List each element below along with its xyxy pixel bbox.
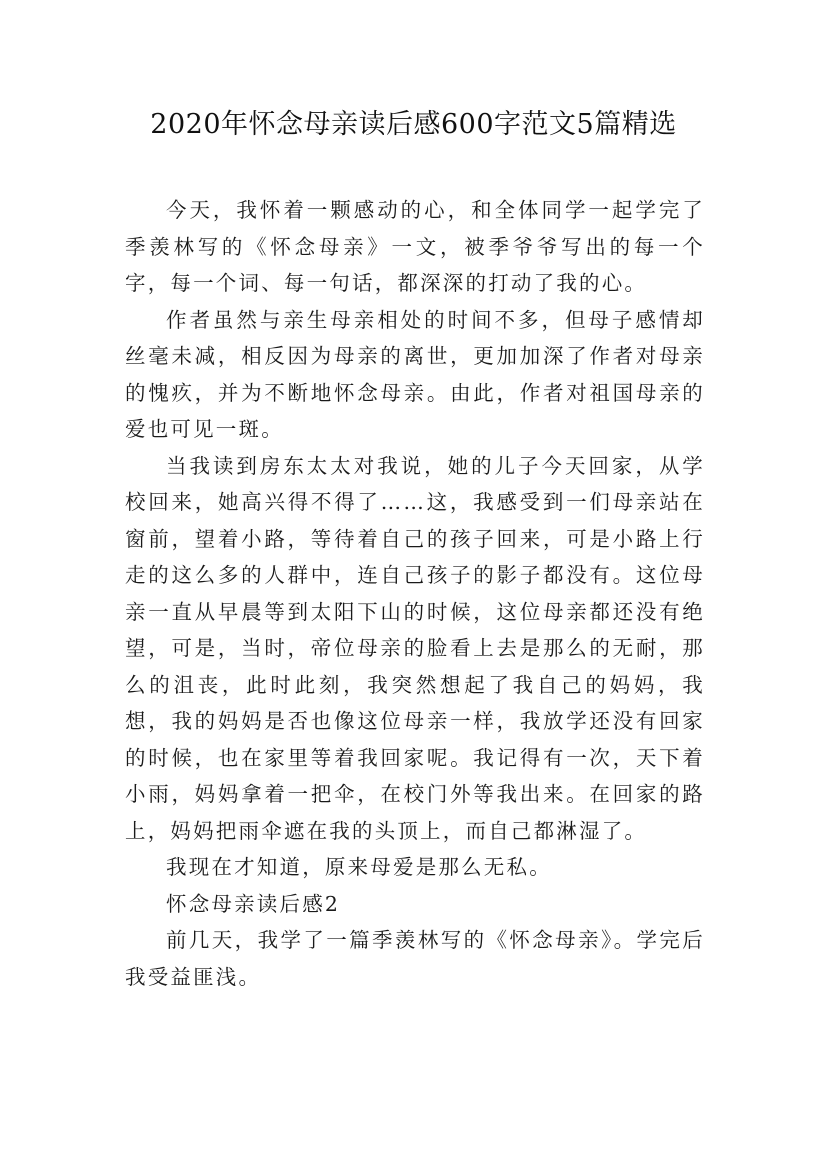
document-title: 2020年怀念母亲读后感600字范文5篇精选 xyxy=(150,109,677,140)
paragraph-1: 今天，我怀着一颗感动的心，和全体同学一起学完了季羡林写的《怀念母亲》一文，被季爷爷写出的每一个字，每一个词、每一句话，都深深的打动了我的心。 xyxy=(125,198,705,295)
document-body xyxy=(125,192,705,995)
paragraph-3: 当我读到房东太太对我说，她的儿子今天回家，从学校回来，她高兴得不得了……这，我感受到一们母亲站在窗前，望着小路，等待着自己的孩子回来，可是小路上行走的这么多的人群中，连自己孩子的影子都没有。这位母亲一直从早晨等到太阳下山的时候，这位母亲都还没有绝望，可是，当时，帝位母亲的脸看上去是那么的无耐，那么的沮丧，此时此刻，我突然想起了我自己的妈妈，我想，我的妈妈是否也像这位母亲一样，我放学还没有回家的时候，也在家里等着我回家呢。我记得有一次，天下着小雨，妈妈拿着一把伞，在校门外等我出来。在回家的路上，妈妈把雨伞遮在我的头顶上，而自己都淋湿了。 xyxy=(125,453,705,843)
paragraph-5: 前几天，我学了一篇季羡林写的《怀念母亲》。学完后我受益匪浅。 xyxy=(125,928,705,989)
paragraph-2: 作者虽然与亲生母亲相处的时间不多，但母子感情却丝毫未减，相反因为母亲的离世，更加加深了作者对母亲的愧疚，并为不断地怀念母亲。由此，作者对祖国母亲的爱也可见一斑。 xyxy=(125,307,705,441)
section-heading: 怀念母亲读后感2 xyxy=(166,891,341,916)
paragraph-4: 我现在才知道，原来母爱是那么无私。 xyxy=(166,855,552,879)
